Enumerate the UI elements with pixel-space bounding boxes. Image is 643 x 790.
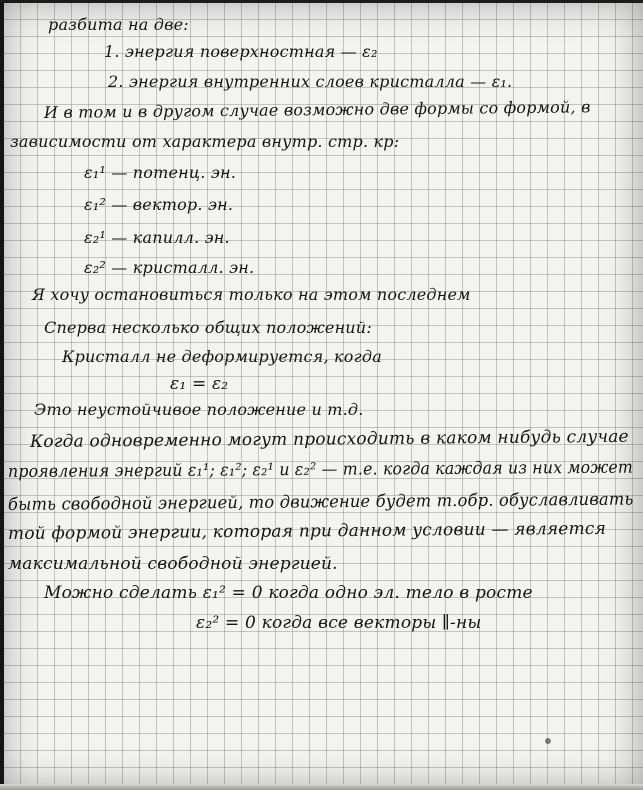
line-19: максимальной свободной энергией. [8,554,338,574]
line-10: Я хочу остановиться только на этом последнем [32,285,471,304]
line-11: Сперва несколько общих положений: [44,318,372,337]
line-15: Когда одновременно могут происходить в каком нибудь случае [29,426,629,452]
line-9: ε₂² — кристалл. эн. [84,258,255,277]
page-top-shadow [0,0,643,3]
ink-blot [545,738,551,744]
line-4: И в том и в другом случае возможно две формы со формой, в [43,97,591,122]
line-8: ε₂¹ — капилл. эн. [84,228,230,247]
line-2: 1. энергия поверхностная — ε₂ [104,42,378,61]
line-3: 2. энергия внутренних слоев кристалла — ε₁. [108,72,513,91]
line-14: Это неустойчивое положение и т.д. [34,400,364,419]
line-18: той формой энергии, которая при данном условии — является [7,518,607,544]
line-16: проявления энергий ε₁¹; ε₁²; ε₂¹ и ε₂² — т.е. когда каждая из них может [7,457,634,482]
line-20: Можно сделать ε₁² = 0 когда одно эл. тело в росте [44,583,533,603]
page-left-shadow [0,0,4,790]
line-7: ε₁² — вектор. эн. [84,195,234,214]
line-1: разбита на две: [48,15,189,34]
line-12: Кристалл не деформируется, когда [62,347,382,366]
line-21: ε₂² = 0 когда все векторы ∥-ны [196,613,482,633]
line-17: быть свободной энергией, то движение будет т.обр. обуславливать [7,489,634,515]
line-5: зависимости от характера внутр. стр. кр: [10,132,400,151]
line-13-equation: ε₁ = ε₂ [170,374,229,394]
line-6: ε₁¹ — потенц. эн. [84,163,237,182]
page-bottom-edge [0,784,643,790]
